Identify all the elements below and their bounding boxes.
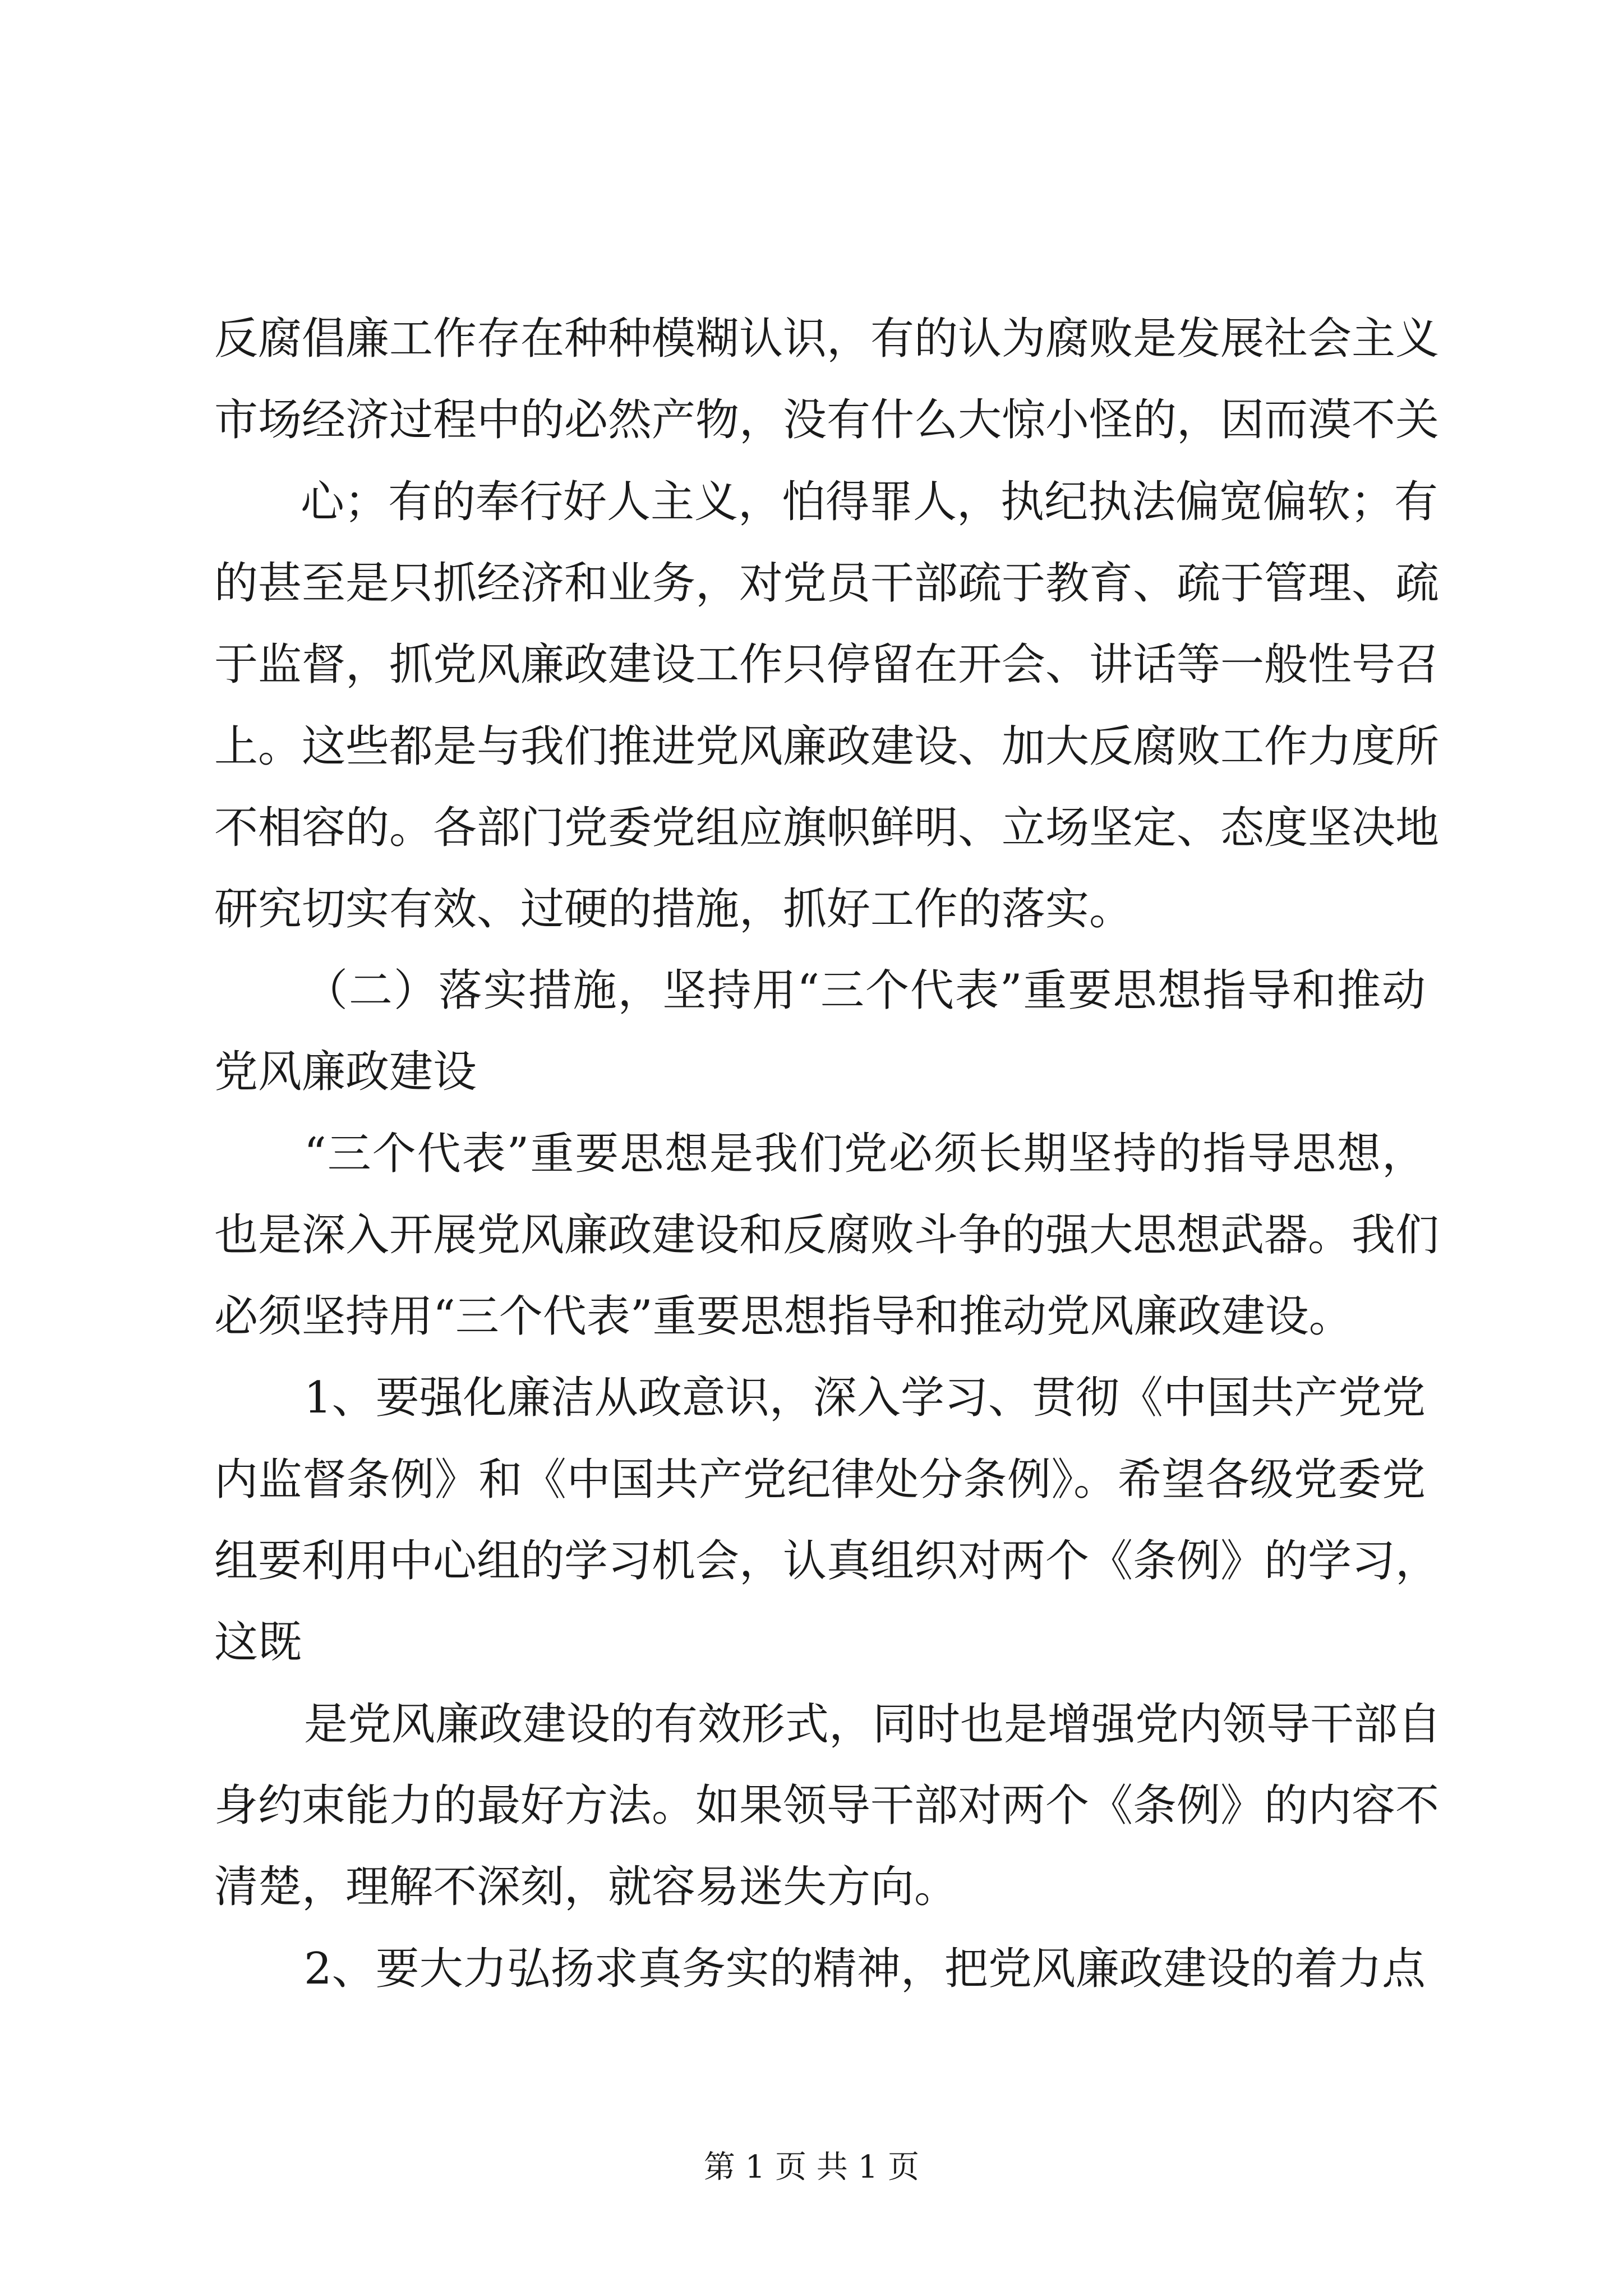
text-line: 的甚至是只抓经济和业务，对党员干部疏于教育、疏于管理、疏: [214, 558, 1440, 609]
text-line: 内监督条例》和《中国共产党纪律处分条例》。希望各级党委党: [214, 1455, 1426, 1505]
section-heading: （二）落实措施，坚持用“三个代表”重要思想指导和推动: [304, 965, 1426, 1016]
text-line: “三个代表”重要思想是我们党必须长期坚持的指导思想，: [304, 1129, 1426, 1179]
text-line: 也是深入开展党风廉政建设和反腐败斗争的强大思想武器。我们: [214, 1210, 1440, 1260]
text-line: 2、要大力弘扬求真务实的精神，把党风廉政建设的着力点: [304, 1944, 1426, 1994]
text-line: 这既: [214, 1617, 302, 1668]
text-line: 心；有的奉行好人主义，怕得罪人，执纪执法偏宽偏软；有: [301, 477, 1438, 527]
section-heading: 党风廉政建设: [214, 1047, 477, 1097]
text-line: 是党风廉政建设的有效形式，同时也是增强党内领导干部自: [304, 1699, 1442, 1750]
text-line: 市场经济过程中的必然产物，没有什么大惊小怪的，因而漠不关: [214, 395, 1440, 445]
text-line: 反腐倡廉工作存在种种模糊认识，有的认为腐败是发展社会主义: [214, 314, 1440, 364]
text-line: 研究切实有效、过硬的措施，抓好工作的落实。: [214, 884, 1133, 935]
text-line: 必须坚持用“三个代表”重要思想指导和推动党风廉政建设。: [214, 1291, 1353, 1342]
page-footer: 第 1 页 共 1 页: [703, 2149, 920, 2185]
text-line: 于监督，抓党风廉政建设工作只停留在开会、讲话等一般性号召: [214, 639, 1440, 690]
text-line: 身约束能力的最好方法。如果领导干部对两个《条例》的内容不: [214, 1780, 1440, 1831]
text-line: 上。这些都是与我们推进党风廉政建设、加大反腐败工作力度所: [214, 721, 1440, 772]
text-line: 清楚，理解不深刻，就容易迷失方向。: [214, 1862, 958, 1912]
text-line: 组要利用中心组的学习机会，认真组织对两个《条例》的学习，: [214, 1536, 1440, 1586]
text-line: 不相容的。各部门党委党组应旗帜鲜明、立场坚定、态度坚决地: [214, 803, 1440, 853]
text-line: 1、要强化廉洁从政意识，深入学习、贯彻《中国共产党党: [304, 1373, 1426, 1423]
